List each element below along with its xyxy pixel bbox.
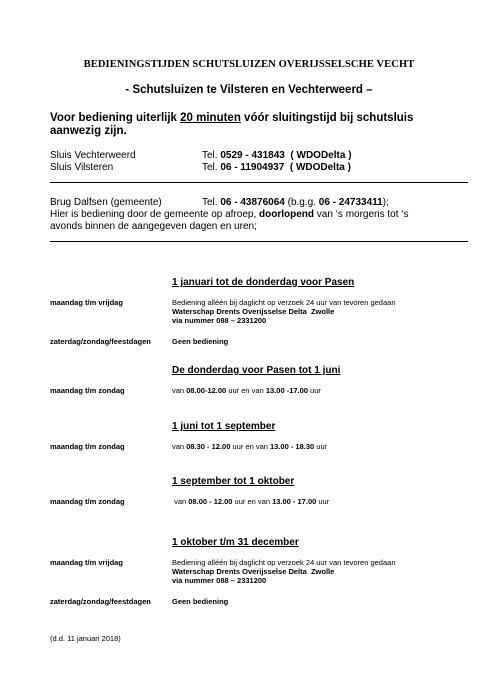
arrival-notice [50,112,413,138]
hours-text: uur en van [230,442,270,451]
alt-prefix: (b.g.g. [284,197,319,208]
phone-number: 06 - 11904937 [220,162,285,173]
value-line: Bediening alléén bij daglicht op verzoek 24 uur van tevoren gedaan [172,558,396,567]
hours-text: van [172,497,189,506]
contact-name-vechterweerd: Sluis Vechterweerd [50,150,136,161]
value-line-bold: Geen bediening [172,597,229,606]
value-line-bold: Waterschap Drents Overijsselse Delta Zwolle [172,307,335,316]
notice-text-line2: aanwezig zijn. [50,125,127,137]
contact-phone-vilsteren [202,162,351,174]
section-heading: 1 september tot 1 oktober [172,476,295,487]
section-heading: 1 januari tot de donderdag voor Pasen [172,277,355,288]
hours-time: 13.00 - 17.00 [272,497,317,506]
row-value [172,442,327,451]
alt-phone-number: 06 - 24733411 [318,197,383,208]
document-title: BEDIENINGSTIJDEN SCHUTSLUIZEN OVERIJSSELSCHE VECHT [83,59,415,70]
row-value [172,558,396,585]
value-line-bold: via nummer 088 – 2331200 [172,316,267,325]
row-label: maandag t/m zondag [50,497,125,506]
row-label: zaterdag/zondag/feestdagen [50,597,151,606]
hours-text: uur en van [226,386,266,395]
org-label: ( WDODelta ) [284,150,352,161]
phone-number: 0529 - 431843 [220,150,285,161]
value-line-bold: Waterschap Drents Overijsselse Delta Zwolle [172,567,335,576]
desc-text: van ‘s morgens tot ‘s [314,209,409,220]
row-value [172,337,228,346]
value-line-bold: Geen bediening [172,337,229,346]
document-date: (d.d. 11 januari 2018) [50,634,121,643]
bridge-description-line1 [50,209,409,221]
hours-text: uur en van [232,497,273,506]
desc-emphasis: doorlopend [259,209,315,220]
org-label: ( WDODelta ) [284,162,351,173]
hours-time: 08.00 - 12.00 [188,497,233,506]
hours-text: uur [316,497,330,506]
row-label: maandag t/m zondag [50,386,125,395]
section-heading: De donderdag voor Pasen tot 1 juni [172,365,341,376]
hours-time: 08.00-12.00 [186,386,227,395]
section-heading: 1 oktober t/m 31 december [172,537,299,548]
hours-time: 13.00 -17.00 [265,386,308,395]
row-label: maandag t/m zondag [50,442,125,451]
hours-time: 08.30 - 12.00 [186,442,231,451]
value-line-bold: via nummer 088 – 2331200 [172,576,267,585]
section-heading: 1 juni tot 1 september [172,421,276,432]
document-subtitle: - Schutsluizen te Vilsteren en Vechterweerd – [125,84,373,96]
divider [50,241,468,242]
row-value [172,597,228,606]
divider [50,182,468,183]
hours-text: van [172,442,187,451]
tel-prefix: Tel. [202,162,221,173]
row-value [172,386,321,395]
hours-text: van [172,386,187,395]
bridge-phone [202,197,389,209]
value-line: Bediening alléén bij daglicht op verzoek 24 uur van tevoren gedaan [172,298,396,307]
notice-emphasis: 20 minuten [180,112,241,124]
contact-name-vilsteren: Sluis Vilsteren [50,162,114,173]
tel-prefix: Tel. [202,197,221,208]
notice-text-after: vóór sluitingstijd bij schutsluis [240,112,414,124]
row-label: maandag t/m vrijdag [50,298,123,307]
bridge-name: Brug Dalfsen (gemeente) [50,197,162,208]
alt-suffix: ); [382,197,389,208]
tel-prefix: Tel. [202,150,221,161]
hours-time: 13.00 - 18.30 [270,442,315,451]
row-label: maandag t/m vrijdag [50,558,123,567]
row-value [172,497,329,506]
hours-text: uur [314,442,328,451]
phone-number: 06 - 43876064 [220,197,285,208]
row-value [172,298,396,325]
row-label: zaterdag/zondag/feestdagen [50,337,151,346]
desc-text: Hier is bediening door de gemeente op afroep, [50,209,260,220]
notice-text-before: Voor bediening uiterlijk [50,112,181,124]
contact-phone-vechterweerd [202,150,352,162]
bridge-description-line2: avonds binnen de aangegeven dagen en uren; [50,221,257,232]
hours-text: uur [307,386,321,395]
